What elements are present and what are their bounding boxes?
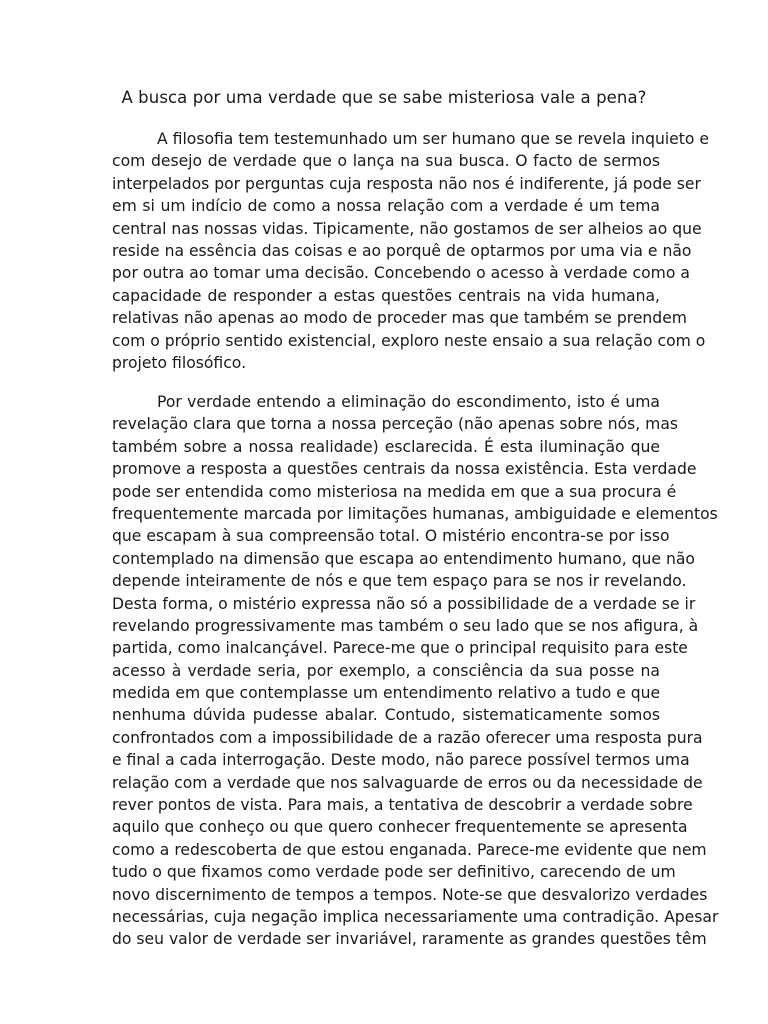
paragraph-line: pode ser entendida como misteriosa na medida em que a sua procura é xyxy=(112,482,677,501)
paragraph-line: partida, como inalcançável. Parece-me que o principal requisito para este xyxy=(112,639,688,658)
paragraph-line: tudo o que fixamos como verdade pode ser definitivo, carecendo de um xyxy=(112,863,676,882)
paragraph-line: central nas nossas vidas. Tipicamente, não gostamos de ser alheios ao que xyxy=(112,219,702,238)
paragraph-line: reside na essência das coisas e ao porquê de optarmos por uma via e não xyxy=(112,241,692,260)
paragraph-line: revelando progressivamente mas também o seu lado que se nos afigura, à xyxy=(112,616,699,635)
paragraph-line: relação com a verdade que nos salvaguarde de erros ou da necessidade de xyxy=(112,773,703,792)
paragraph-line: necessárias, cuja negação implica necessariamente uma contradição. Apesar xyxy=(112,907,719,926)
paragraph-line: revelação clara que torna a nossa perceção (não apenas sobre nós, mas xyxy=(112,415,679,434)
paragraph-line: nenhuma dúvida pudesse abalar. Contudo, sistematicamente somos xyxy=(112,706,660,725)
paragraph-line: aquilo que conheço ou que quero conhecer frequentemente se apresenta xyxy=(112,818,688,837)
paragraph-line: em si um indício de como a nossa relação com a verdade é um tema xyxy=(112,197,660,216)
paragraph-line: A filosofia tem testemunhado um ser humano que se revela inquieto e xyxy=(157,130,709,148)
paragraph-line: depende inteiramente de nós e que tem espaço para se nos ir revelando. xyxy=(112,572,687,591)
paragraph-line: medida em que contemplasse um entendimento relativo a tudo e que xyxy=(112,684,661,703)
paragraph-line: do seu valor de verdade ser invariável, raramente as grandes questões têm xyxy=(112,930,707,949)
paragraph-line: frequentemente marcada por limitações humanas, ambiguidade e elementos xyxy=(112,504,718,523)
paragraph-line: projeto filosófico. xyxy=(112,353,247,372)
paragraph-line: com o próprio sentido existencial, exploro neste ensaio a sua relação com o xyxy=(112,331,706,350)
paragraph-line: relativas não apenas ao modo de proceder mas que também se prendem xyxy=(112,309,687,328)
paragraph-line: acesso à verdade seria, por exemplo, a consciência da sua posse na xyxy=(112,661,660,680)
paragraph-2 xyxy=(112,391,719,951)
paragraph-line: que escapam à sua compreensão total. O mistério encontra-se por isso xyxy=(112,527,670,546)
paragraph-line: por outra ao tomar uma decisão. Concebendo o acesso à verdade como a xyxy=(112,264,690,283)
paragraph-line: novo discernimento de tempos a tempos. Note-se que desvalorizo verdades xyxy=(112,885,708,904)
document-title: A busca por uma verdade que se sabe misteriosa vale a pena? xyxy=(121,88,647,107)
paragraph-line: rever pontos de vista. Para mais, a tentativa de descobrir a verdade sobre xyxy=(112,796,693,815)
paragraph-line: contemplado na dimensão que escapa ao entendimento humano, que não xyxy=(112,549,695,568)
paragraph-line: com desejo de verdade que o lança na sua busca. O facto de sermos xyxy=(112,152,660,171)
paragraph-line: Por verdade entendo a eliminação do escondimento, isto é uma xyxy=(157,393,660,411)
paragraph-line: capacidade de responder a estas questões centrais na vida humana, xyxy=(112,286,660,305)
paragraph-line: confrontados com a impossibilidade de a razão oferecer uma resposta pura xyxy=(112,728,703,747)
paragraph-line: Desta forma, o mistério expressa não só a possibilidade de a verdade se ir xyxy=(112,594,696,613)
paragraph-1 xyxy=(112,128,709,374)
paragraph-line: como a redescoberta de que estou enganada. Parece-me evidente que nem xyxy=(112,840,707,859)
paragraph-line: e final a cada interrogação. Deste modo, não parece possível termos uma xyxy=(112,751,690,770)
paragraph-line: promove a resposta a questões centrais da nossa existência. Esta verdade xyxy=(112,460,697,479)
paragraph-line: também sobre a nossa realidade) esclarecida. É esta iluminação que xyxy=(112,437,660,456)
paragraph-line: interpelados por perguntas cuja resposta não nos é indiferente, já pode ser xyxy=(112,174,701,193)
